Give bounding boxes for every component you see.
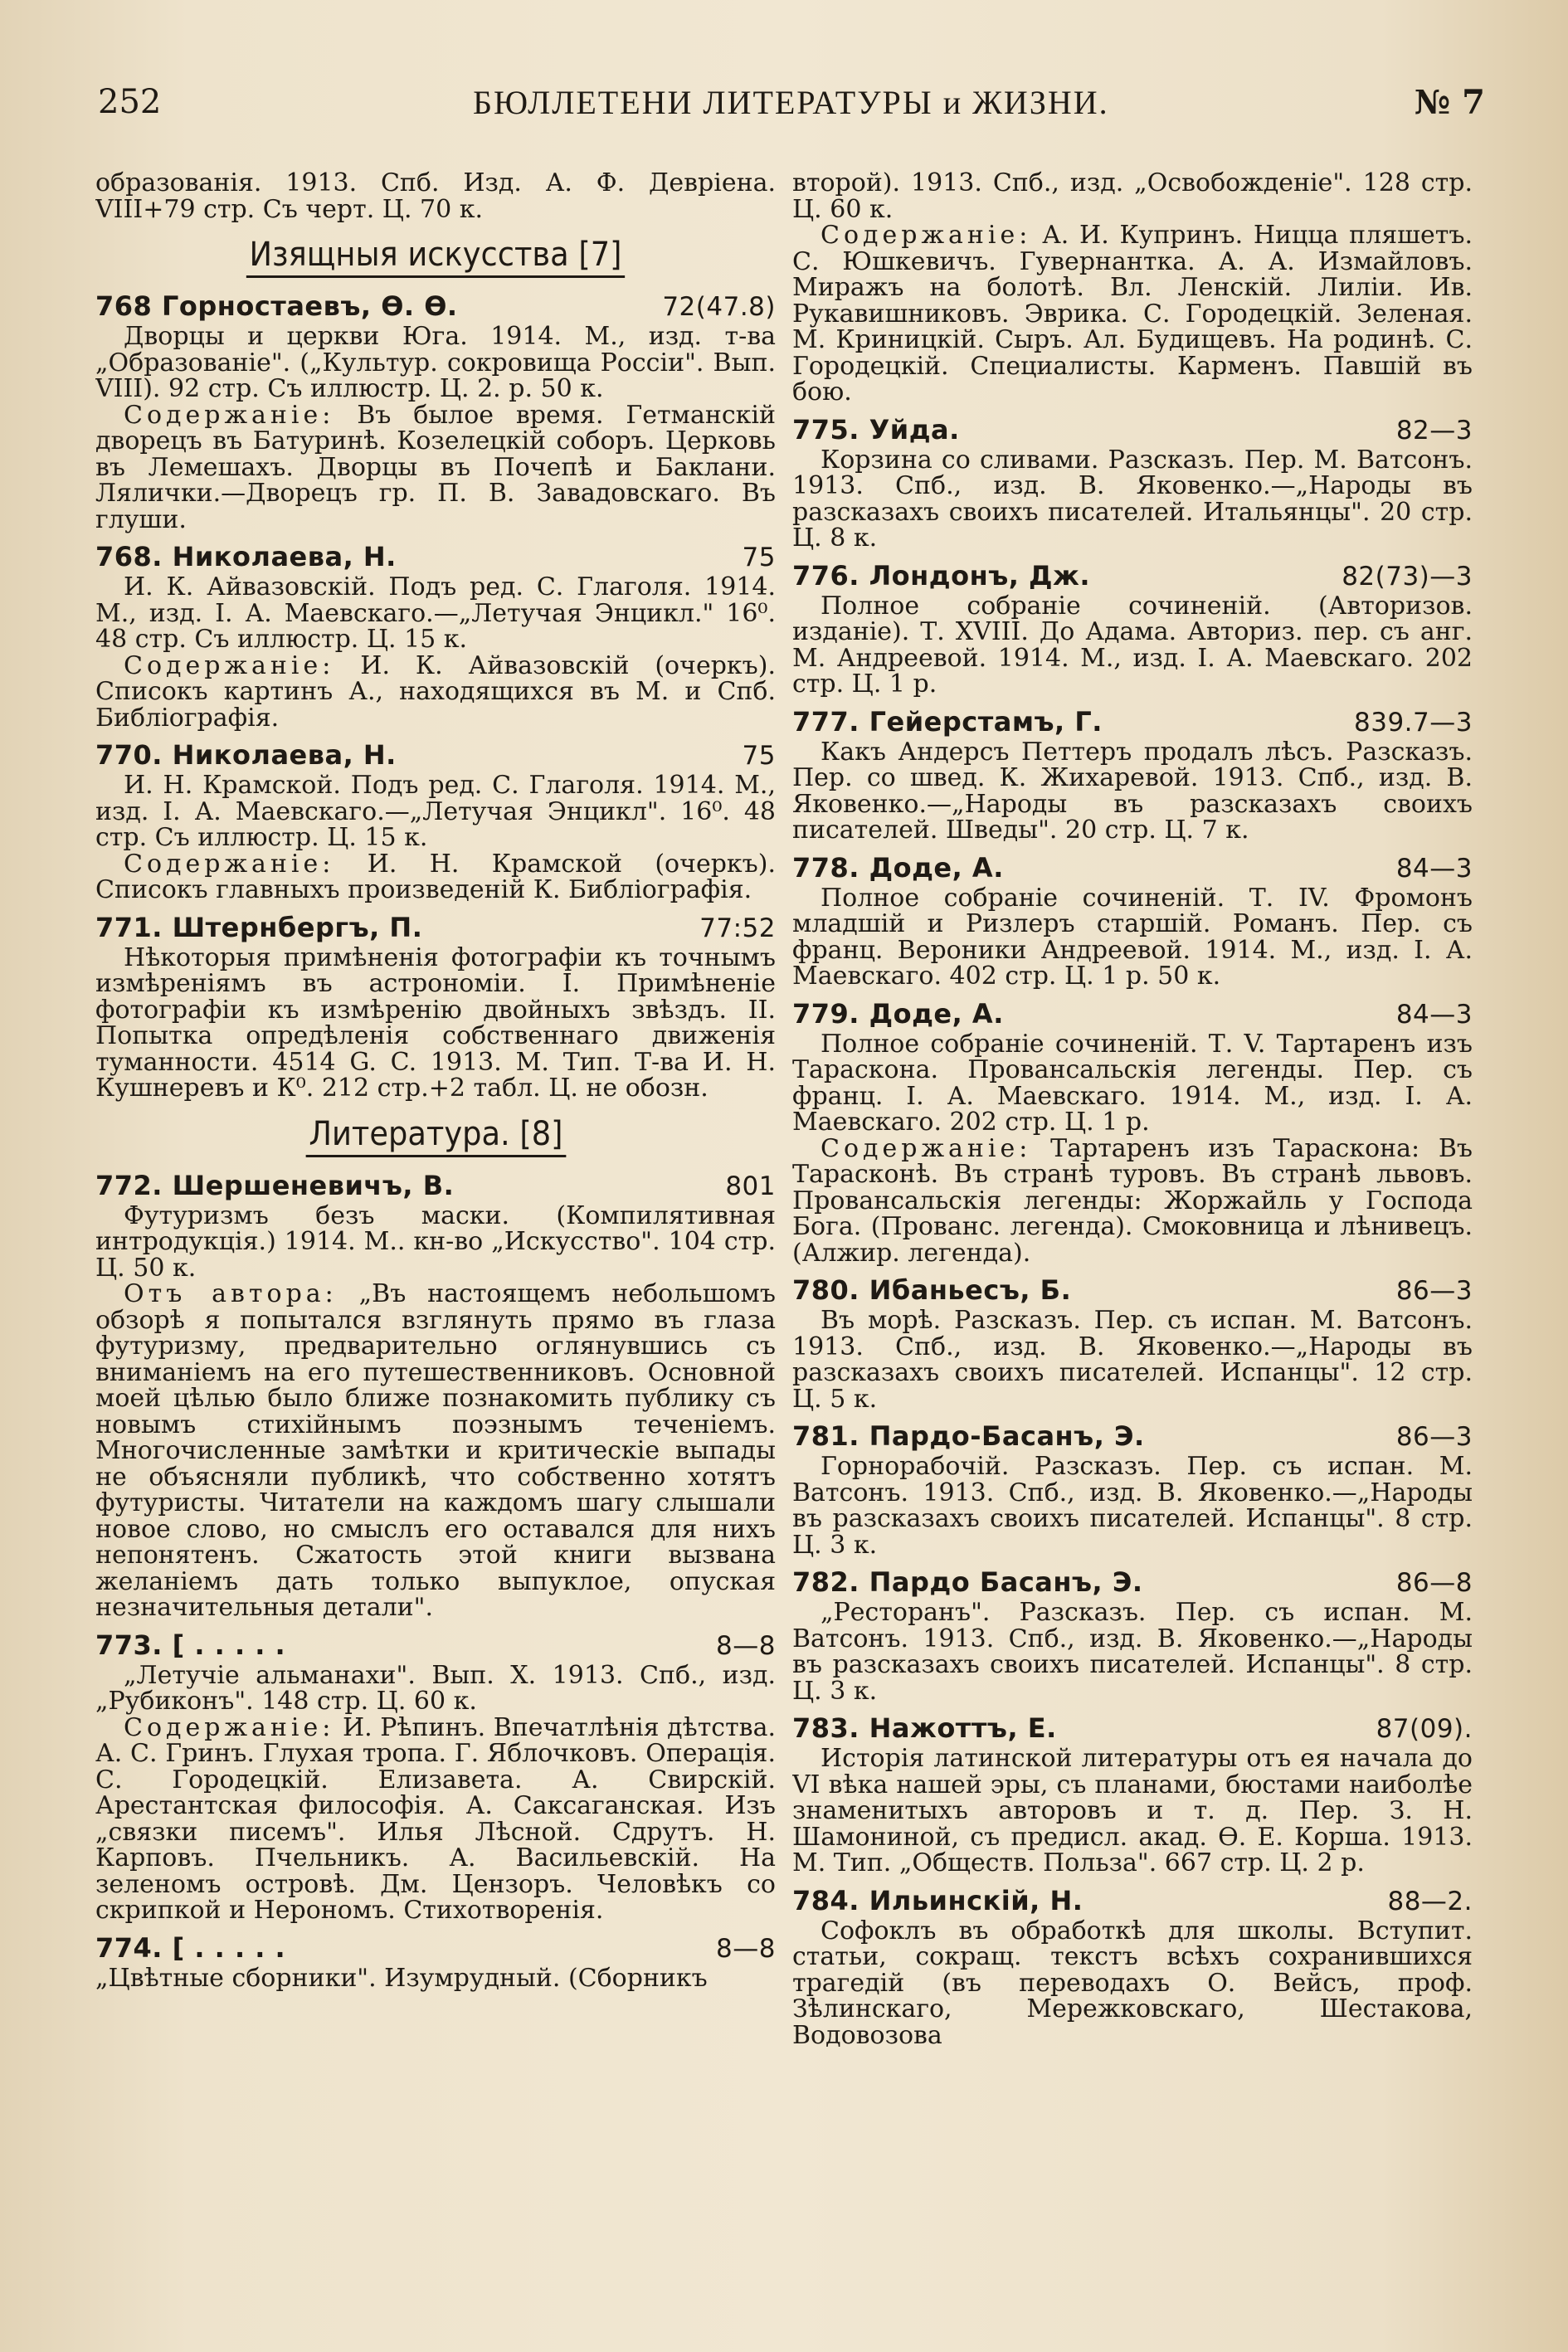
contents-label: Отъ автора:	[124, 1279, 338, 1308]
classification-code: 72(47.8)	[662, 292, 776, 322]
entry-title: 781. Пардо-Басанъ, Э.	[792, 1420, 1145, 1452]
entry-780	[792, 1273, 1473, 1412]
left-column	[95, 170, 776, 2335]
entry-header	[95, 911, 776, 945]
classification-code: 86—3	[1395, 1422, 1473, 1452]
entry-description: Полное собраніе сочиненій. (Авторизов. изданіе). Т. XVIII. До Адама. Авториз. пер. съ анг. М. Андреевой. 1914. М., изд. І. А. Маевскаго. 202 стр. Ц. 1 р.	[792, 591, 1473, 699]
entry-771	[95, 911, 776, 1102]
entry-title: 770. Николаева, Н.	[95, 739, 397, 771]
entry-contents	[95, 851, 776, 903]
continuation-text: второй). 1913. Спб., изд. „Освобожденіе". 128 стр. Ц. 60 к.	[792, 170, 1473, 224]
entry-781	[792, 1419, 1473, 1558]
classification-code: 75	[742, 741, 776, 771]
entry-header	[792, 1566, 1473, 1600]
issue-number: № 7	[1414, 83, 1485, 122]
entry-description: Какъ Андерсъ Петтеръ продалъ лѣсъ. Разсказъ. Пер. со швед. К. Жихаревой. 1913. Спб., изд. В. Яковенко.—„Народы въ разсказахъ своихъ писателей. Шведы". 20 стр. Ц. 7 к.	[792, 737, 1473, 845]
entry-title: 780. Ибаньесъ, Б.	[792, 1274, 1072, 1306]
entry-header	[792, 559, 1473, 593]
entry-784	[792, 1884, 1473, 2049]
entry-description: Полное собраніе сочиненій. Т. V. Тартаренъ изъ Тараскона. Провансальскія легенды. Пер. съ франц. І. А. Маевскаго. 1914. М., изд. І. А. Маевскаго. 202 стр. Ц. 1 р.	[792, 1029, 1473, 1137]
contents-text: „Въ настоящемъ небольшомъ обзорѣ я попытался взглянуть прямо въ глаза футуризму, предварительно оглянувшись съ вниманіемъ на его путешественниковъ. Основной моей цѣлью было ближе познакомить публику съ новымъ стихійнымъ поэзнымъ теченіемъ. Многочисленные замѣтки и критическіе выпады не объясняли публикѣ, что собственно хотятъ футуристы. Читатели на каждомъ шагу слышали новое слово, но смыслъ его оставался для нихъ непонятенъ. Сжатость этой книги вызвана желаніемъ дать только выпуклое, опуская незначительныя детали".	[95, 1279, 776, 1622]
contents-label: Содержаніе:	[124, 849, 335, 879]
entry-title: 772. Шершеневичъ, В.	[95, 1169, 455, 1201]
entry-header	[792, 1712, 1473, 1746]
contents-label: Содержаніе:	[124, 1712, 335, 1742]
entry-776	[792, 559, 1473, 698]
entry-770	[95, 738, 776, 903]
entry-contents	[95, 650, 776, 733]
entry-header	[95, 290, 776, 324]
section-heading-fine-arts	[95, 236, 776, 278]
running-header	[91, 83, 1485, 133]
entry-description: И. К. Айвазовскій. Подъ ред. С. Глаголя. 1914. М., изд. І. А. Маевскаго.—„Летучая Энцикл." 16⁰. 48 стр. Съ иллюстр. Ц. 15 к.	[95, 572, 776, 654]
contents-label: Содержаніе:	[821, 221, 1032, 250]
entry-header	[95, 1169, 776, 1203]
entry-description: „Летучіе альманахи". Вып. X. 1913. Спб., изд. „Рубиконъ". 148 стр. Ц. 60 к.	[95, 1660, 776, 1716]
entry-title: 779. Доде, А.	[792, 997, 1004, 1030]
classification-code: 84—3	[1395, 999, 1473, 1030]
entry-title: 783. Нажоттъ, Е.	[792, 1712, 1057, 1744]
entry-header	[792, 851, 1473, 885]
entry-description: Нѣкоторыя примѣненія фотографіи къ точнымъ измѣреніямъ въ астрономіи. І. Примѣненіе фотографіи къ измѣренію двойныхъ звѣздъ. II. Попытка опредѣленія собственнаго движенія туманности. 4514 G. C. 1913. М. Тип. Т-ва И. Н. Кушнеревъ и К⁰. 212 стр.+2 табл. Ц. не обозн.	[95, 942, 776, 1103]
classification-code: 86—3	[1395, 1276, 1473, 1306]
entry-contents	[95, 1712, 776, 1925]
contents-text: И. Рѣпинъ. Впечатлѣнія дѣтства. А. С. Гринъ. Глухая тропа. Г. Яблочковъ. Операція. С. Городецкій. Елизавета. А. Свирскій. Арестантская философія. А. Саксаганская. Изъ „связки писемъ". Илья Лѣсной. Сдрутъ. Н. Карповъ. Пчельникъ. А. Васильевскій. На зеленомъ островѣ. Дм. Цензоръ. Человѣкъ со скрипкой и Нерономъ. Стихотворенія.	[95, 1712, 776, 1925]
section-title: Изящныя искусства [7]	[246, 236, 625, 278]
entry-header	[95, 540, 776, 574]
entry-description: Въ морѣ. Разсказъ. Пер. съ испан. М. Ватсонъ. 1913. Спб., изд. В. Яковенко.—„Народы въ разсказахъ своихъ писателей. Испанцы". 12 стр. Ц. 5 к.	[792, 1306, 1473, 1414]
classification-code: 8—8	[716, 1933, 776, 1964]
entry-title: 777. Гейерстамъ, Г.	[792, 705, 1103, 738]
entry-header	[792, 1884, 1473, 1918]
entry-header	[95, 738, 776, 772]
classification-code: 87(09).	[1376, 1714, 1473, 1744]
entry-description: Дворцы и церкви Юга. 1914. М., изд. т-ва „Образованіе". („Культур. сокровища Россіи". Вып. VIII). 92 стр. Съ иллюстр. Ц. 2. р. 50 к.	[95, 322, 776, 403]
entry-contents	[95, 1281, 776, 1621]
entry-768a	[95, 290, 776, 533]
entry-title: 774. [ . . . . .	[95, 1931, 286, 1964]
entry-title: 776. Лондонъ, Дж.	[792, 559, 1091, 592]
classification-code: 839.7—3	[1354, 707, 1473, 738]
classification-code: 86—8	[1395, 1568, 1473, 1598]
classification-code: 801	[725, 1171, 776, 1201]
classification-code: 8—8	[716, 1630, 776, 1661]
section-heading-literature	[95, 1115, 776, 1157]
entry-768b	[95, 540, 776, 731]
classification-code: 75	[742, 543, 776, 572]
contents-text: Тартаренъ изъ Тараскона: Въ Тарасконѣ. Въ странѣ туровъ. Въ странѣ львовъ. Провансальскія легенды: Жоржайль у Господа Бога. (Прованс. легенда). Смоковница и лѣнивецъ. (Алжир. легенда).	[792, 1133, 1473, 1268]
entry-description: Корзина со сливами. Разсказъ. Пер. М. Ватсонъ. 1913. Спб., изд. В. Яковенко.—„Народы въ разсказахъ своихъ писателей. Итальянцы". 20 стр. Ц. 8 к.	[792, 445, 1473, 553]
entry-description: Горнорабочій. Разсказъ. Пер. съ испан. М. Ватсонъ. 1913. Спб., изд. В. Яковенко.—„Народы въ разсказахъ своихъ писателей. Испанцы". 8 стр. Ц. 3 к.	[792, 1452, 1473, 1560]
classification-code: 82(73)—3	[1342, 561, 1473, 592]
journal-title: БЮЛЛЕТЕНИ ЛИТЕРАТУРЫ и ЖИЗНИ.	[473, 84, 1109, 121]
entry-description: И. Н. Крамской. Подъ ред. С. Глаголя. 1914. М., изд. І. А. Маевскаго.—„Летучая Энцикл". 16⁰. 48 стр. Съ иллюстр. Ц. 15 к.	[95, 771, 776, 852]
entry-777	[792, 705, 1473, 844]
entry-783	[792, 1712, 1473, 1877]
entry-description: Исторія латинской литературы отъ ея начала до VI вѣка нашей эры, съ планами, бюстами наиболѣе знаменитыхъ авторовъ и т. д. Пер. З. Н. Шамониной, съ предисл. акад. Ѳ. Е. Корша. 1913. М. Тип. „Обществ. Польза". 667 стр. Ц. 2 р.	[792, 1744, 1473, 1877]
contents-text: Въ былое время. Гетманскій дворецъ въ Батуринѣ. Козелецкій соборъ. Церковь въ Лемешахъ. Дворцы въ Почепѣ и Баклани. Лялички.—Дворецъ гр. П. В. Завадовскаго. Въ глуши.	[95, 400, 776, 534]
entry-782	[792, 1566, 1473, 1704]
entry-contents	[792, 222, 1473, 406]
entry-contents	[792, 1133, 1473, 1268]
continuation-text: образованія. 1913. Спб. Изд. А. Ф. Девріена. VIII+79 стр. Съ черт. Ц. 70 к.	[95, 170, 776, 224]
entry-title: 773. [ . . . . .	[95, 1629, 286, 1661]
entry-title: 778. Доде, А.	[792, 851, 1004, 884]
entry-775	[792, 413, 1473, 552]
contents-text: И. К. Айвазовскій (очеркъ). Списокъ картинъ А., находящихся въ М. и Спб. Библіографія.	[95, 650, 776, 733]
entry-description: „Ресторанъ". Разсказъ. Пер. съ испан. М. Ватсонъ. 1913. Спб., изд. В. Яковенко.—„Народы въ разсказахъ своихъ писателей. Испанцы". 8 стр. Ц. 3 к.	[792, 1598, 1473, 1706]
entry-title: 775. Уйда.	[792, 413, 960, 446]
contents-label: Содержаніе:	[821, 1133, 1032, 1163]
entry-title: 782. Пардо Басанъ, Э.	[792, 1566, 1143, 1598]
entry-header	[792, 1419, 1473, 1454]
entry-description: „Цвѣтные сборники". Изумрудный. (Сборникъ	[95, 1963, 708, 1993]
classification-code: 84—3	[1395, 853, 1473, 884]
contents-text: И. Н. Крамской (очеркъ). Списокъ главныхъ произведеній К. Библіографія.	[95, 849, 776, 904]
entry-title: 771. Штернбергъ, П.	[95, 911, 423, 943]
entry-title: 784. Ильинскій, Н.	[792, 1884, 1083, 1916]
entry-header	[95, 1629, 776, 1663]
entry-contents	[95, 402, 776, 533]
entry-header	[792, 705, 1473, 739]
right-column	[792, 170, 1473, 2335]
entry-header	[792, 997, 1473, 1031]
classification-code: 82—3	[1395, 415, 1473, 446]
entry-title: 768 Горностаевъ, Ѳ. Ѳ.	[95, 290, 458, 322]
entry-779	[792, 997, 1473, 1267]
entry-title: 768. Николаева, Н.	[95, 541, 397, 572]
entry-774	[95, 1931, 776, 1992]
entry-772	[95, 1169, 776, 1621]
entry-header	[792, 1273, 1473, 1307]
entry-778	[792, 851, 1473, 990]
contents-text: А. И. Купринъ. Ницца пляшетъ. С. Юшкевичъ. Гувернантка. А. А. Измайловъ. Миражъ на болотѣ. Вл. Ленскій. Лиліи. Ив. Рукавишниковъ. Эврика. С. Городецкій. Зеленая. М. Криницкій. Сыръ. Ал. Будищевъ. На родинѣ. С. Городецкій. Специалисты. Карменъ. Павшій въ бою.	[792, 221, 1473, 407]
entry-header	[792, 413, 1473, 447]
entry-description: Футуризмъ безъ маски. (Компилятивная интродукція.) 1914. М.. кн-во „Искусство". 104 стр. Ц. 50 к.	[95, 1200, 776, 1283]
page-number: 252	[98, 83, 162, 121]
classification-code: 88—2.	[1387, 1886, 1473, 1916]
entry-header	[95, 1931, 776, 1965]
entry-773	[95, 1629, 776, 1924]
entry-description: Софоклъ въ обработкѣ для школы. Вступит. статьи, сокращ. текстъ всѣхъ сохранившихся трагедій (въ переводахъ О. Вейсъ, проф. Зѣлинскаго, Мережковскаго, Шестакова, Водовозова	[792, 1916, 1473, 2050]
classification-code: 77:52	[699, 913, 776, 943]
contents-label: Содержаніе:	[124, 400, 335, 430]
entry-description: Полное собраніе сочиненій. Т. IV. Фромонъ младшій и Ризлеръ старшій. Романъ. Пер. съ франц. Вероники Андреевой. 1914. М., изд. І. А. Маевскаго. 402 стр. Ц. 1 р. 50 к.	[792, 883, 1473, 991]
contents-label: Содержаніе:	[124, 650, 335, 680]
section-title: Литература. [8]	[305, 1115, 566, 1157]
